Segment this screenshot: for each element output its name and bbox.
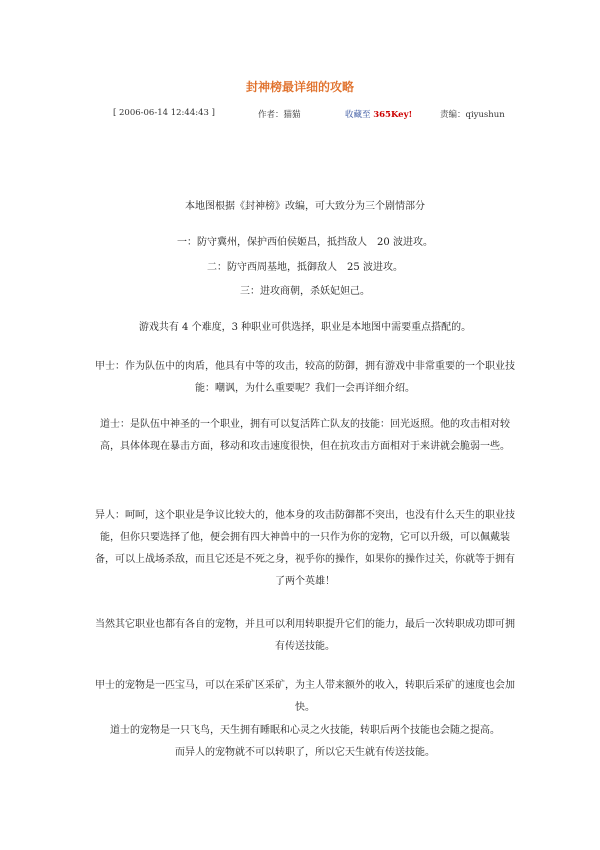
paragraph-part1: 一：防守冀州，保护西伯侯姬昌，抵挡敌人 20 波进攻。: [177, 237, 433, 248]
publish-date: [ 2006-06-14 12:44:43 ]: [113, 108, 215, 118]
collect-link[interactable]: [345, 108, 412, 120]
collect-site: 365Key!: [373, 110, 413, 120]
editor-label: 责编：qiyushun: [440, 110, 505, 120]
collect-prefix: 收藏至: [345, 110, 371, 120]
paragraph-taoist-pet: 道士的宠物是一只飞鸟，天生拥有睡眠和心灵之火技能，转职后两个技能也会随之提高。: [110, 725, 500, 736]
paragraph-part3: 三：进攻商朝，杀妖妃妲己。: [240, 286, 370, 297]
paragraph-warrior: 甲士：作为队伍中的肉盾，他具有中等的攻击，较高的防御，拥有游戏中非常重要的一个职业技能：嘲讽，为什么重要呢？我们一会再详细介绍。: [95, 361, 515, 394]
paragraph-part2: 二：防守西周基地，抵御敌人 25 波进攻。: [207, 262, 403, 273]
article-title: 封神榜最详细的攻略: [245, 80, 354, 94]
paragraph-taoist: 道士：是队伍中神圣的一个职业，拥有可以复活阵亡队友的技能：回光返照。他的攻击相对较高，具体体现在暴击方面，移动和攻击速度很快，但在抗攻击方面相对于来讲就会脆弱一些。: [100, 419, 510, 452]
paragraph-intro: 本地图根据《封神榜》改编，可大致分为三个剧情部分: [185, 201, 425, 212]
paragraph-pets: 当然其它职业也都有各自的宠物，并且可以利用转职提升它们的能力，最后一次转职成功即可拥有传送技能。: [95, 619, 515, 652]
paragraph-difficulty: 游戏共有 4 个难度，3 种职业可供选择，职业是本地图中需要重点搭配的。: [138, 322, 472, 333]
paragraph-stranger-pet: 而异人的宠物就不可以转职了，所以它天生就有传送技能。: [175, 747, 435, 758]
author-label: 作者：猫猫: [258, 110, 301, 120]
paragraph-warrior-pet: 甲士的宠物是一匹宝马，可以在采矿区采矿，为主人带来额外的收入，转职后采矿的速度也会加快。: [95, 680, 515, 713]
paragraph-stranger: 异人：呵呵，这个职业是争议比较大的，他本身的攻击防御都不突出，也没有什么天生的职业技能，但你只要选择了他，便会拥有四大神兽中的一只作为你的宠物，它可以升级，可以佩戴装备，可以上战场杀敌，而且它还是不死之身，视乎你的操作，如果你的操作过关，你就等于拥有了两个英雄！: [95, 510, 515, 587]
